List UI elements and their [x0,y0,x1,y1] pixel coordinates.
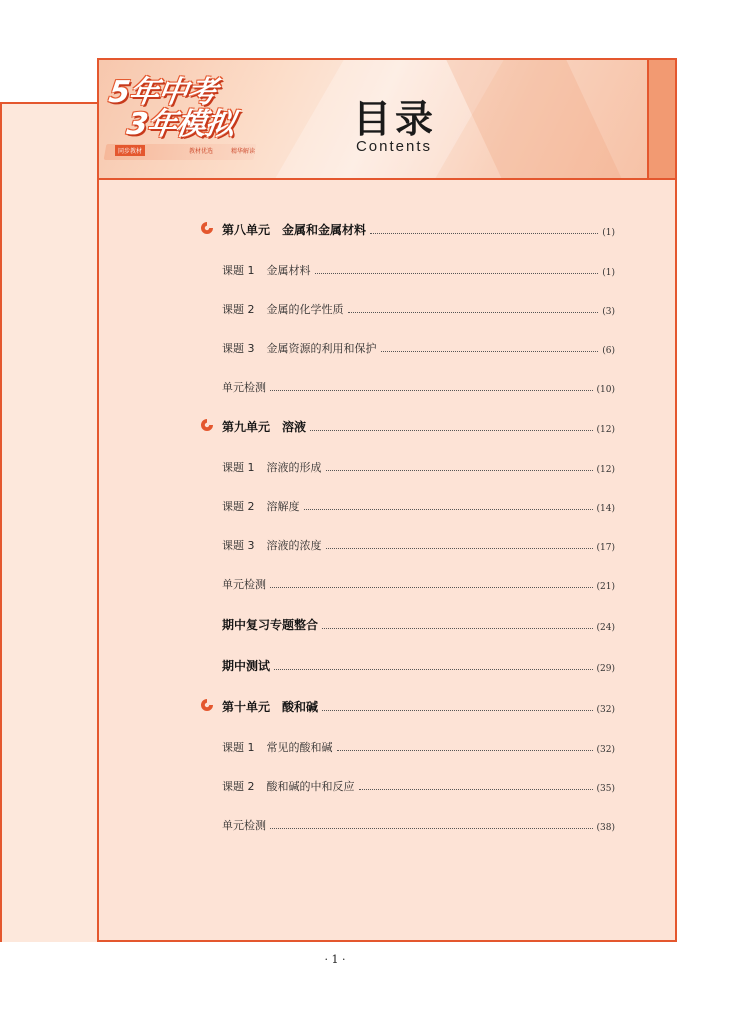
dot-leader [322,627,593,629]
dot-leader [326,469,593,471]
toc-entry-unit-test[interactable] [222,574,615,592]
toc-label: 期中测试 [222,659,271,673]
toc-label: 课题 1 常见的酸和碱 [222,741,333,754]
toc-entry-unit10[interactable] [222,697,615,715]
dot-leader [359,788,593,790]
toc-page: (12) [596,425,615,435]
brand-logo [105,70,255,170]
toc-label: 课题 2 酸和碱的中和反应 [222,780,355,793]
dot-leader [315,272,599,274]
toc-page: (12) [596,465,615,475]
toc-page: (14) [596,504,615,514]
toc-label: 第九单元 溶液 [222,420,307,434]
header-side-tab [647,60,675,178]
toc-label: 期中复习专题整合 [222,618,319,632]
toc-page: (10) [596,385,615,395]
toc-label: 课题 1 金属材料 [222,264,311,277]
toc-page: (1) [602,228,615,238]
toc-entry-unit-test[interactable] [222,377,615,395]
toc-page: (38) [596,823,615,833]
logo-tag: 同步教材 [115,145,145,156]
toc-entry-unit-test[interactable] [222,815,615,833]
logo-text-line-1: 5年中考 [106,75,219,110]
toc-entry-unit8[interactable] [222,220,615,238]
toc-page: (35) [596,784,615,794]
unit-bullet-icon [200,418,214,432]
toc-entry-midterm-test[interactable] [222,656,615,674]
toc-entry-lesson[interactable] [222,299,615,317]
unit-bullet-icon [200,698,214,712]
toc-page: (32) [596,745,615,755]
dot-leader [304,508,593,510]
toc-page: (32) [596,705,615,715]
toc-page: (21) [596,582,615,592]
logo-tag: 教材优选 [189,148,214,155]
toc-entry-lesson[interactable] [222,260,615,278]
toc-page: (3) [602,307,615,317]
toc-entry-lesson[interactable] [222,535,615,553]
toc-entry-midterm-review[interactable] [222,615,615,633]
toc-entry-lesson[interactable] [222,338,615,356]
toc-label: 课题 2 溶解度 [222,500,300,513]
toc-label: 第十单元 酸和碱 [222,700,319,714]
toc-page: (1) [602,268,615,278]
page-subtitle: Contents [355,138,433,155]
unit-bullet-icon [200,221,214,235]
dot-leader [381,350,599,352]
dot-leader [270,827,593,829]
dot-leader [337,749,593,751]
dot-leader [322,709,592,711]
toc-entry-unit9[interactable] [222,417,615,435]
toc-page: (24) [596,623,615,633]
toc-label: 课题 1 溶液的形成 [222,461,322,474]
toc-label: 课题 3 溶液的浓度 [222,539,322,552]
toc-label: 单元检测 [222,381,266,394]
toc-label: 课题 3 金属资源的利用和保护 [222,342,377,355]
toc-page: (29) [596,664,615,674]
toc-entry-lesson[interactable] [222,776,615,794]
logo-tag: 精华解读 [231,148,256,155]
contents-panel [97,58,677,942]
toc-page: (6) [602,346,615,356]
toc-entry-lesson[interactable] [222,496,615,514]
toc-label: 单元检测 [222,578,266,591]
toc-label: 课题 2 金属的化学性质 [222,303,344,316]
toc-entry-lesson[interactable] [222,737,615,755]
page-number: · 1 · [324,953,346,966]
dot-leader [348,311,599,313]
toc-entry-lesson[interactable] [222,457,615,475]
dot-leader [326,547,593,549]
dot-leader [270,389,593,391]
dot-leader [370,232,598,234]
page-title: 目录 [352,96,437,141]
logo-text-line-2: 3年模拟 [124,107,237,142]
toc-page: (17) [596,543,615,553]
toc-label: 单元检测 [222,819,266,832]
dot-leader [274,668,593,670]
dot-leader [310,429,592,431]
header-band [99,60,675,180]
dot-leader [270,586,593,588]
left-decor-panel [2,104,98,942]
toc-label: 第八单元 金属和金属材料 [222,223,367,237]
